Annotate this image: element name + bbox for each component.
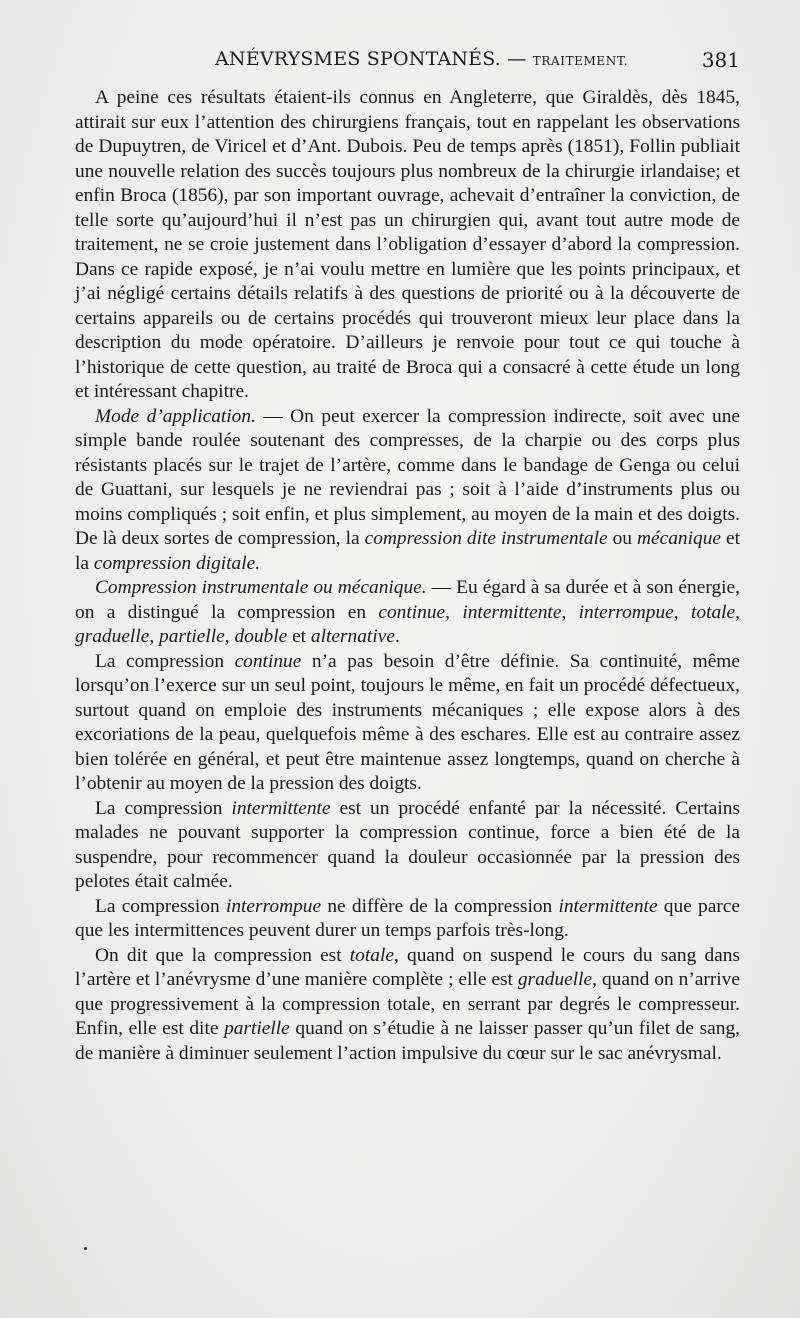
- text-run: quand on s’étudie à ne laisser passer qu’un filet de sang, de manière à diminuer seulement l’action impulsive du cœur sur le sac anévrysmal.: [75, 1018, 740, 1064]
- italic-text: intermittente: [558, 895, 658, 917]
- paragraph: [75, 944, 740, 1067]
- text-run: et la: [75, 528, 740, 574]
- running-header: [75, 48, 740, 76]
- italic-text: interrompue: [225, 895, 322, 917]
- text-run: que parce que les intermittences peuvent durer un temps parfois très-long.: [75, 895, 741, 941]
- text-run: La compression: [95, 895, 226, 917]
- italic-text: graduelle: [75, 626, 150, 647]
- text-run: , quand on n’arrive que progressivement à la compression totale, en serrant par degrés le compresseur. Enfin, elle est dite: [75, 969, 740, 1039]
- italic-text: mécanique: [637, 528, 721, 549]
- print-speck: [84, 1247, 87, 1250]
- italic-text: intermittente: [231, 797, 331, 819]
- header-subtitle: TRAITEMENT.: [532, 54, 629, 68]
- italic-text: Compression instrumentale ou mécanique.: [95, 577, 427, 598]
- text-run: — Eu égard à sa durée et à son énergie, on a distingué la compression en: [75, 577, 740, 623]
- italic-text: interrompue: [578, 601, 674, 623]
- text-run: ,: [735, 601, 740, 623]
- paragraph: [75, 576, 740, 650]
- paragraph: [75, 405, 740, 577]
- italic-text: alternative: [310, 626, 395, 647]
- italic-text: Mode d’application.: [95, 405, 256, 427]
- text-run: et: [287, 626, 311, 647]
- text-run: — On peut exercer la compression indirecte, soit avec une simple bande roulée soutenant des compresses, de la charpie ou des corps plus résistants placés sur le trajet de l’artère, comme dans le bandage de Genga ou celui de Guattani, sur lesquels je ne reviendrai pas ; soit à l’aide d’instruments plus ou moins compliqués ; soit enfin, et plus simplement, au moyen de la main et des doigts. De là deux sortes de compression, la: [75, 405, 741, 549]
- text-run: , quand on suspend le cours du sang dans l’artère et l’anévrysme d’une manière complète ; elle est: [75, 944, 740, 990]
- text-run: On dit que la compression est: [95, 944, 350, 966]
- italic-text: continue: [234, 650, 302, 672]
- text-run: est un procédé enfanté par la nécessité. Certains malades ne pouvant supporter la compression continue, force a bien été de la suspendre, pour recommencer quand la douleur occasionnée par la pression des pelotes était calmée.: [75, 797, 740, 892]
- text-run: A peine ces résultats étaient-ils connus en Angleterre, que Giraldès, dès 1845, attirait sur eux l’attention des chirurgiens français, tout en rappelant les observations de Dupuytren, de Viricel et d’Ant. Dubois. Peu de temps après (1851), Follin publiait une nouvelle relation des succès toujours plus nombreux de la chirurgie irlandaise; et enfin Broca (1856), par son important ouvrage, achevait d’entraîner la conviction, de telle sorte qu’aujourd’hui il n’est pas un chirurgien qui, avant tout autre mode de traitement, ne se croie justement dans l’obligation d’essayer d’abord la compression. Dans ce rapide exposé, je n’ai voulu mettre en lumière que les points principaux, et j’ai négligé certains détails relatifs à des questions de priorité ou à la découverte de certains appareils ou de certains procédés qui trouveront mieux leur place dans la description du mode opératoire. D’ailleurs je renvoie pour tout ce qui touche à l’historique de cette question, au traité de Broca qui a consacré à cette étude un long et intéressant chapitre.: [75, 87, 740, 402]
- italic-text: totale: [690, 601, 736, 623]
- italic-text: continue: [378, 601, 446, 623]
- text-run: La compression: [95, 797, 232, 819]
- italic-text: intermittente: [462, 601, 562, 623]
- italic-text: graduelle: [517, 969, 593, 990]
- text-run: ,: [561, 601, 579, 623]
- italic-text: partielle: [159, 626, 225, 647]
- text-run: ,: [673, 601, 691, 623]
- text-run: ,: [224, 626, 235, 647]
- body-text: [75, 86, 740, 1066]
- text-run: ou: [607, 528, 637, 549]
- header-title: ANÉVRYSMES SPONTANÉS.: [215, 48, 502, 70]
- italic-text: compression digitale.: [93, 552, 261, 574]
- paragraph: [75, 650, 740, 797]
- header-dash: —: [507, 48, 527, 70]
- italic-text: double: [234, 626, 288, 647]
- running-title: [215, 48, 628, 70]
- text-run: ,: [149, 626, 160, 647]
- text-run: n’a pas besoin d’être définie. Sa continuité, même lorsqu’on l’exerce sur un seul point, toujours le même, en fait un procédé défectueux, surtout quand on emploie des instruments mécaniques ; elle expose alors à des excoriations de la peau, quelquefois même à des eschares. Elle est au contraire assez bien tolérée en général, et peut être maintenue assez longtemps, quand on cherche à l’obtenir au moyen de la pression des doigts.: [75, 650, 740, 794]
- italic-text: partielle: [224, 1018, 290, 1039]
- page-number: 381: [701, 48, 740, 72]
- text-run: .: [394, 626, 400, 647]
- text-run: La compression: [95, 650, 235, 672]
- text-run: ,: [445, 601, 463, 623]
- paragraph: [75, 797, 740, 895]
- paragraph: [75, 895, 740, 944]
- text-run: ne diffère de la compression: [321, 895, 559, 917]
- paragraph: [75, 86, 740, 405]
- italic-text: compression dite instrumentale: [364, 528, 608, 549]
- italic-text: totale: [349, 944, 394, 966]
